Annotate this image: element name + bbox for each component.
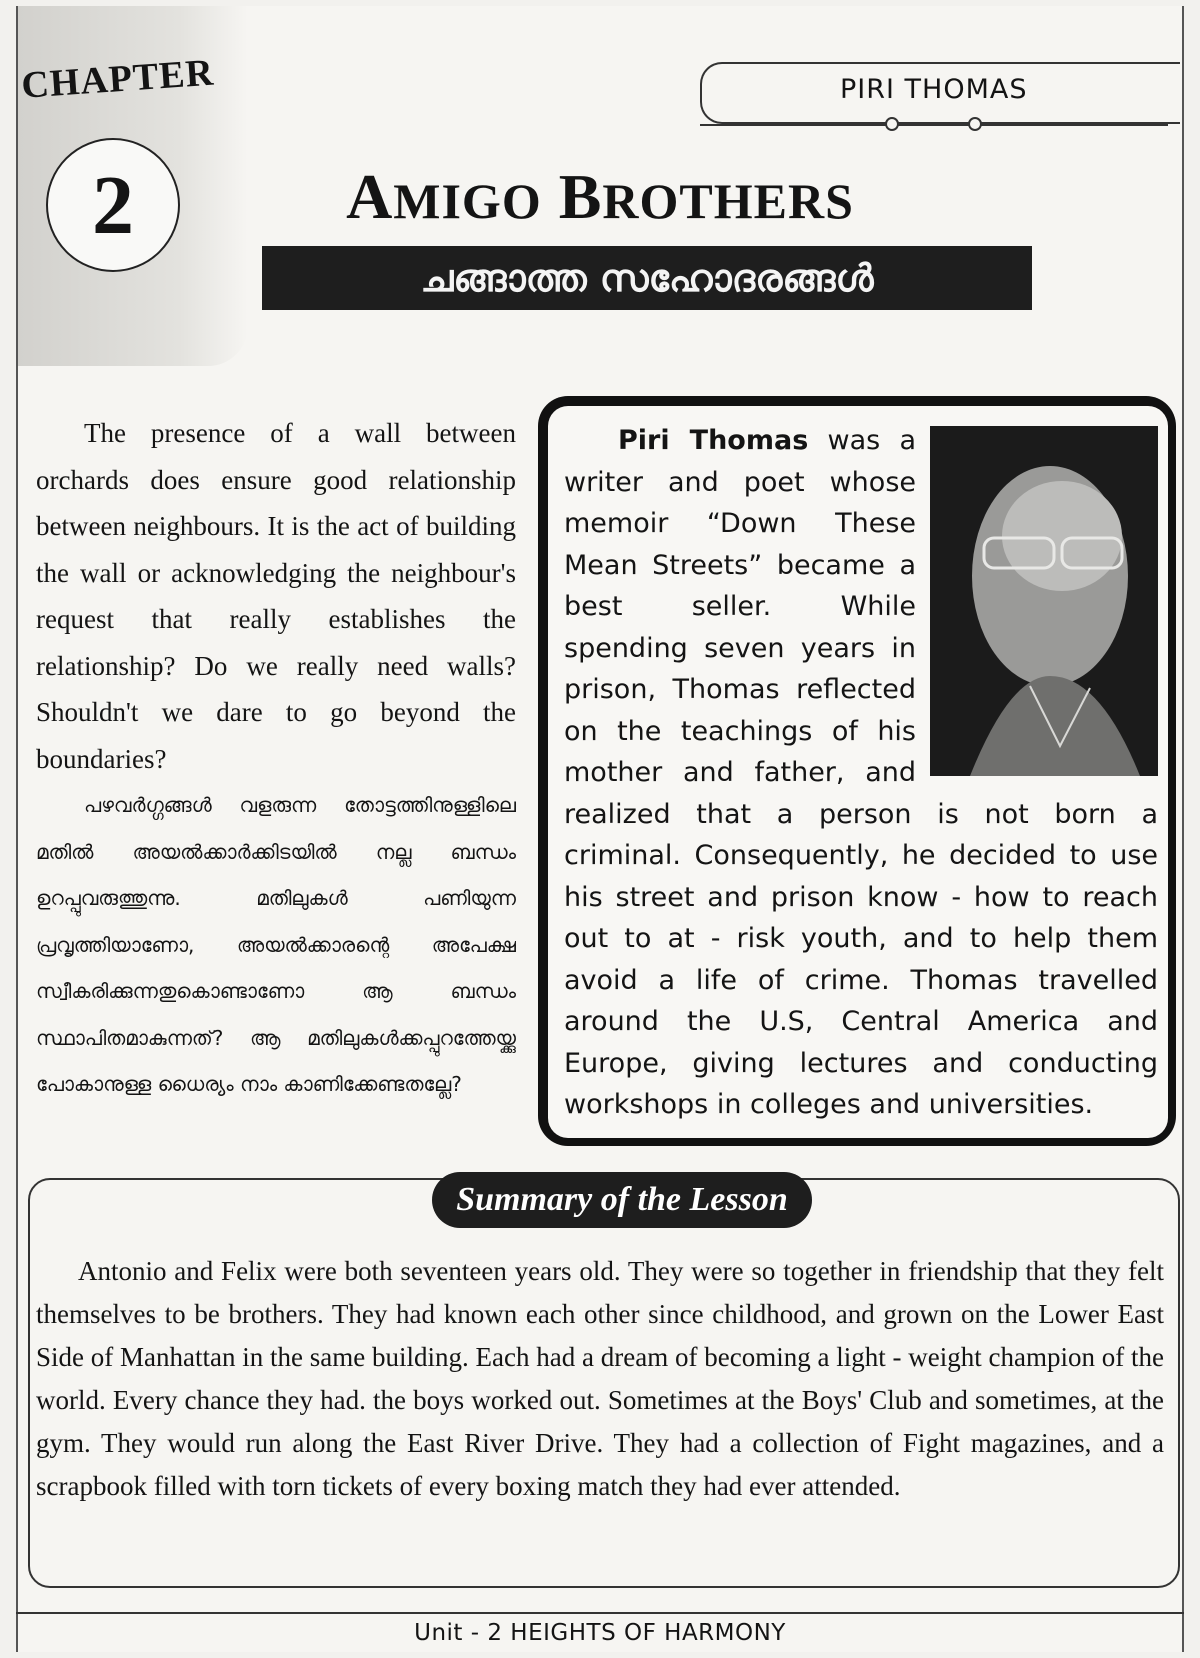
- intro-column: [36, 410, 516, 1108]
- chapter-title: [0, 160, 1200, 234]
- malayalam-title-banner: ചങ്ങാത്ത സഹോദരങ്ങൾ: [262, 246, 1032, 310]
- author-name: PIRI THOMAS: [840, 74, 1028, 105]
- chapter-number: 2: [46, 138, 180, 272]
- title-initial: B: [558, 161, 603, 232]
- footer-divider: [16, 1612, 1184, 1614]
- bio-body: was a writer and poet whose memoir “Down These Mean Streets” became a best seller. While spending seven years in prison, Thomas reflected on the teachings of his mother and father, and realized that a person is not born a criminal. Consequently, he decided to use his street and prison know - how to reach out to at - risk youth, and to help them avoid a life of crime. Thomas travelled around the U.S, Central America and Europe, giving lectures and conducting workshops in colleges and universities.: [564, 425, 1158, 1120]
- summary-text: Antonio and Felix were both seventeen years old. They were so together in friendship that they felt themselves to be brothers. They had known each other since childhood, and grown on the Lower East Side of Manhattan in the same building. Each had a dream of becoming a light - weight champion of the world. Every chance they had. the boys worked out. Sometimes at the Boys' Club and sometimes, at the gym. They would run along the East River Drive. They had a collection of Fight magazines, and a scrapbook filled with torn tickets of every boxing match they had ever attended.: [36, 1256, 1164, 1501]
- intro-english: The presence of a wall between orchards does ensure good relationship between neighbours. It is the act of building the wall or acknowledging the neighbour's request that really establishes the relationship? Do we really need walls? Shouldn't we dare to go beyond the boundaries?: [36, 418, 516, 774]
- author-portrait: [930, 426, 1158, 776]
- summary-heading: Summary of the Lesson: [432, 1172, 812, 1228]
- tab-dot-icon: [885, 117, 899, 131]
- title-word: MIGO: [393, 173, 542, 229]
- author-tab-underline: [700, 124, 1168, 126]
- intro-malayalam: പഴവർഗ്ഗങ്ങൾ വളരുന്ന തോട്ടത്തിനുള്ളിലെ മതിൽ അയൽക്കാർക്കിടയിൽ നല്ല ബന്ധം ഉറപ്പുവരുത്തുന്നു. മതിലുകൾ പണിയുന്ന പ്രവൃത്തിയാണോ, അയൽക്കാരന്റെ അപേക്ഷ സ്വീകരിക്കുന്നതുകൊണ്ടാണോ ആ ബന്ധം സ്ഥാപിതമാകുന്നത്? ആ മതിലുകൾക്കപ്പുറത്തേയ്ക്കു പോകാനുള്ള ധൈര്യം നാം കാണിക്കേണ്ടതല്ലേ?: [36, 793, 516, 1096]
- title-initial: A: [346, 161, 394, 232]
- chapter-label: CHAPTER: [20, 51, 216, 107]
- footer-unit-title: Unit - 2 HEIGHTS OF HARMONY: [414, 1620, 786, 1646]
- tab-dot-icon: [968, 117, 982, 131]
- bio-author-name: Piri Thomas: [618, 425, 809, 456]
- author-bio-box: [548, 406, 1168, 1138]
- title-word: ROTHERS: [602, 173, 854, 229]
